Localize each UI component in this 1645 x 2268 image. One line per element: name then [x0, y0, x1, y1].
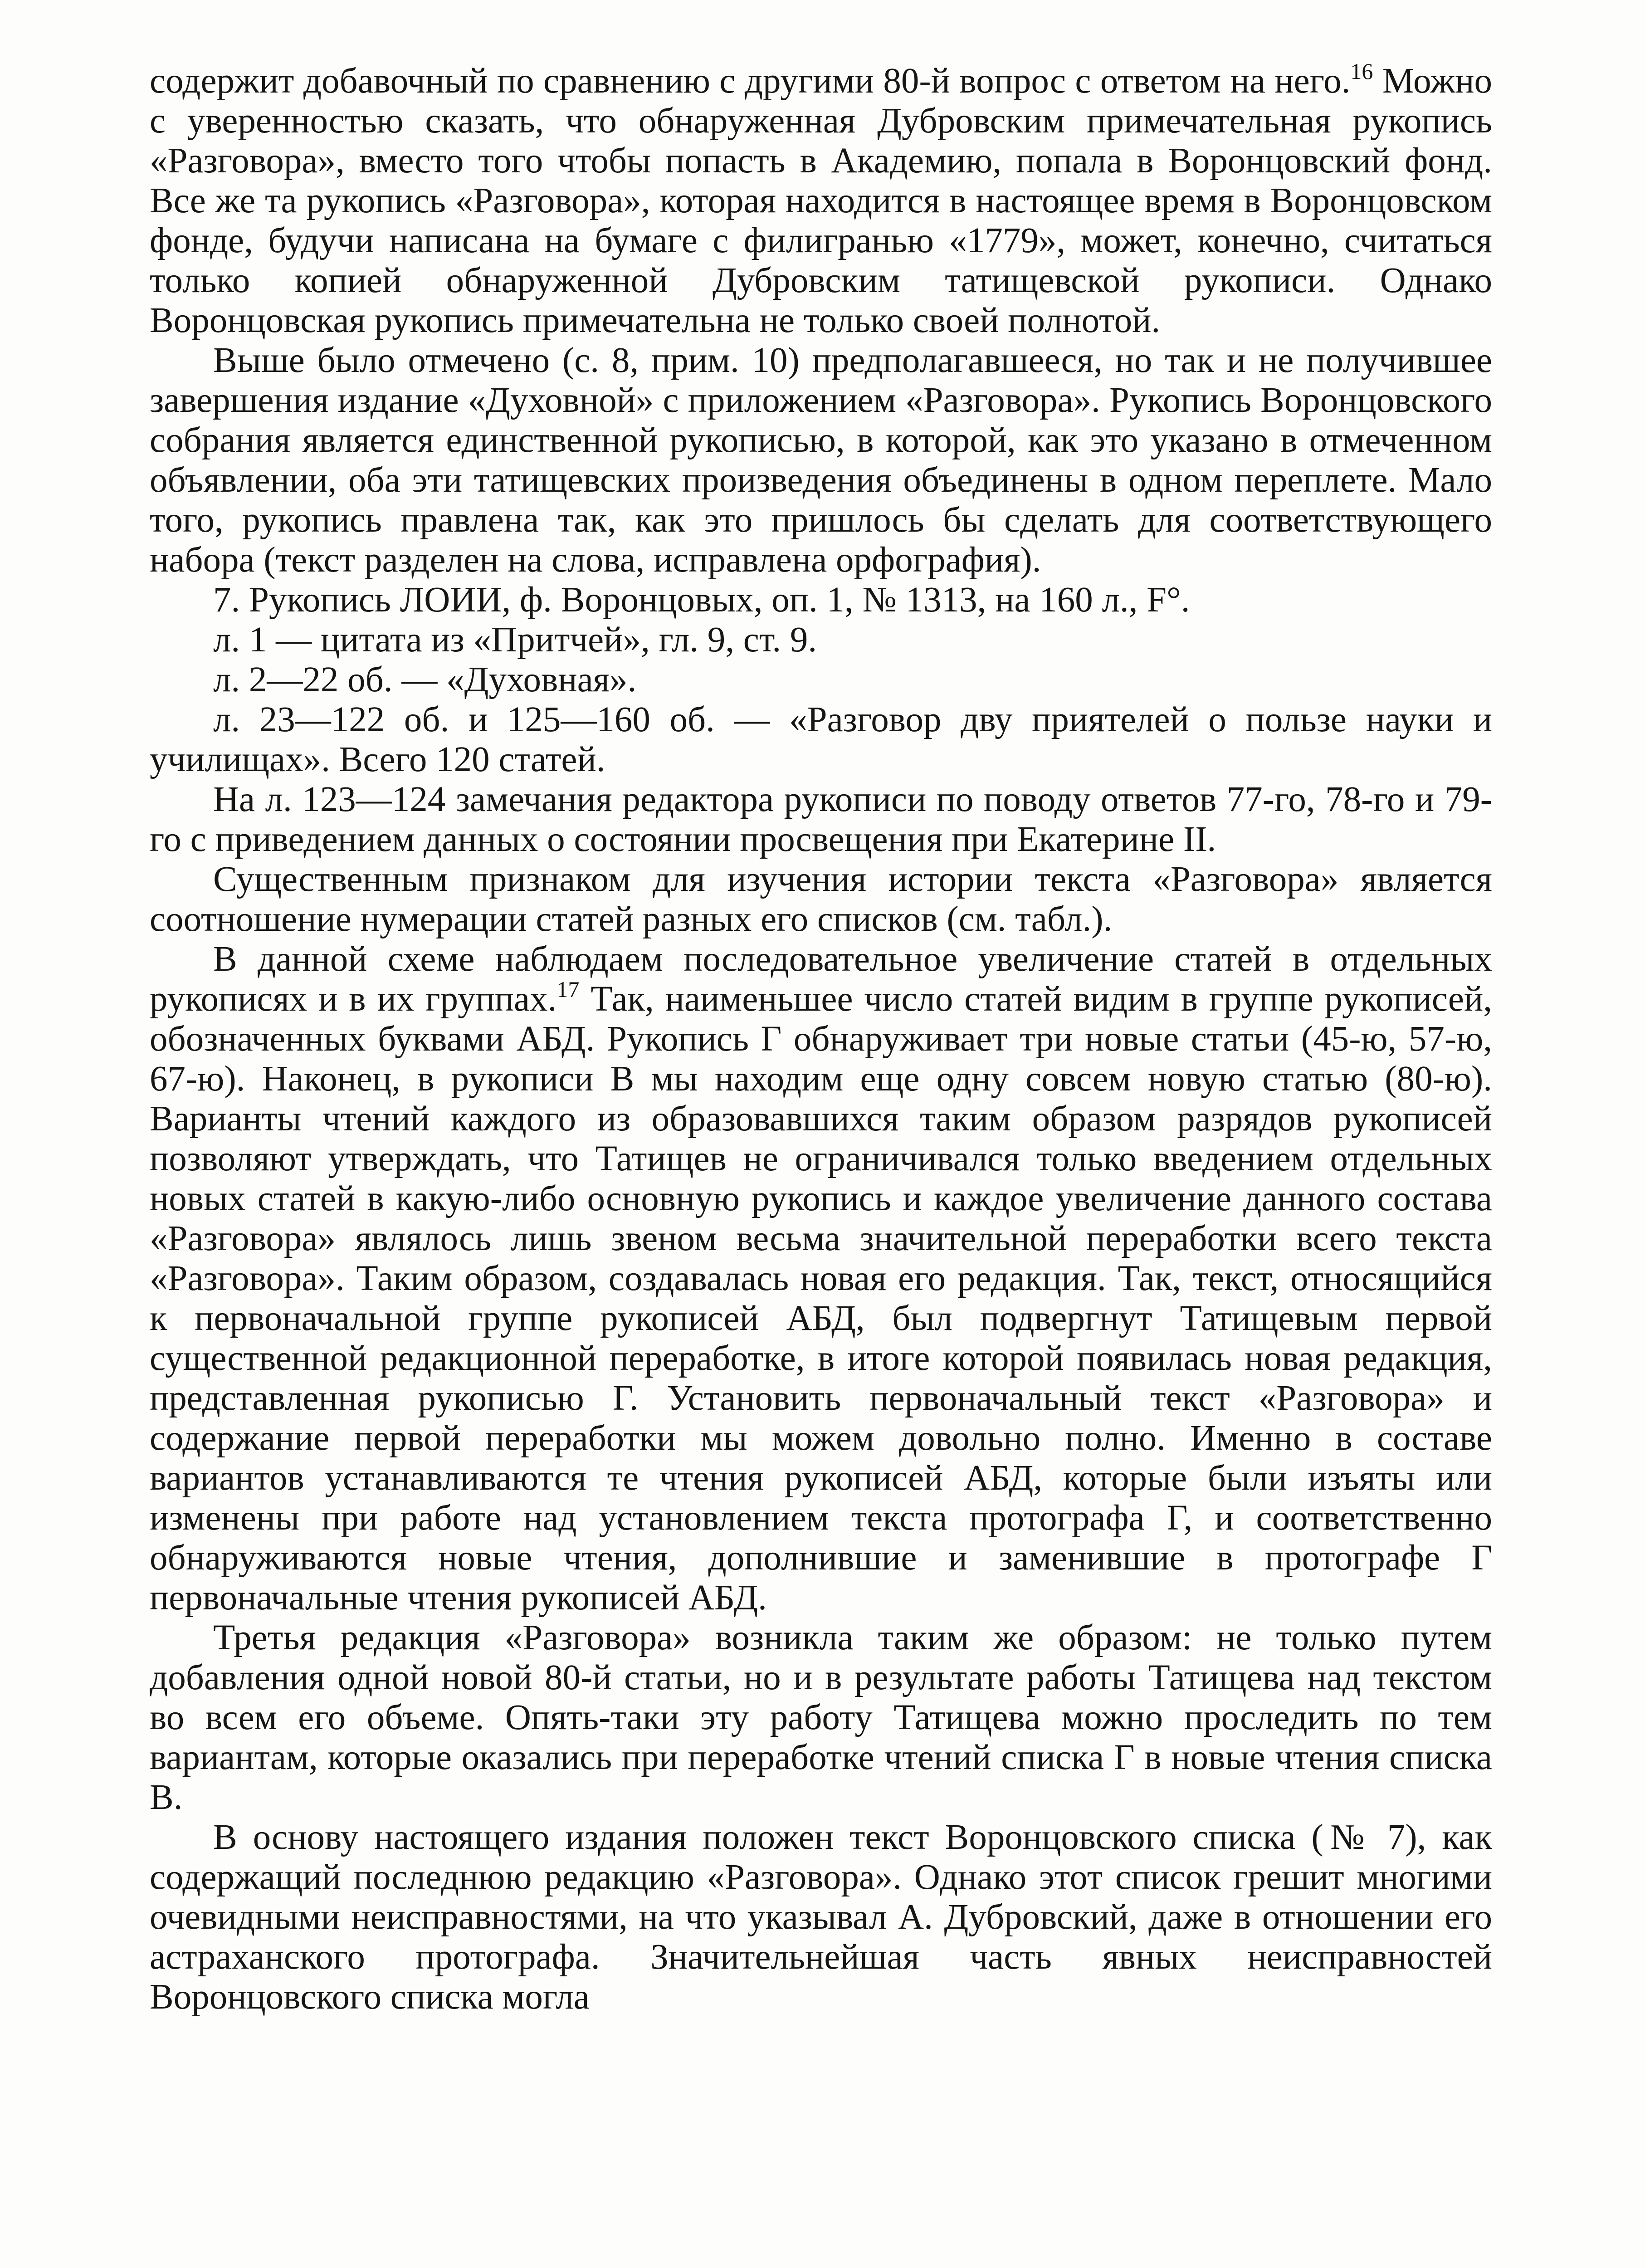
paragraph-scheme: В данной схеме наблюдаем последовательное увеличение статей в отдельных рукописях и в их группах.$^{17}$ Так, наименьшее число статей видим в группе рукописей, обозначенных буквами АБД. Рукопись Г обнаруживает три новые статьи (45-ю, 57-ю, 67-ю). Наконец, в рукописи В мы находим еще одну совсем новую статью (80-ю). Варианты чтений каждого из образовавшихся таким образом разрядов рукописей позволяют утверждать, что Татищев не ограничивался только введением отдельных новых статей в какую-либо основную рукопись и каждое увеличение данного состава «Разговора» являлось лишь звеном весьма значительной переработки всего текста «Разговора». Таким образом, создавалась новая его редакция. Так, текст, относящийся к первоначальной группе рукописей АБД, был подвергнут Татищевым первой существенной редакционной переработке, в итоге которой появилась новая редакция, представленная рукописью Г. Установить первоначальный текст «Разговора» и содержание первой переработки мы можем довольно полно. Именно в составе вариантов устанавливаются те чтения рукописей АБД, которые были изъяты или изменены при работе над установлением текста протографа Г, и соответственно обнаруживаются новые чтения, дополнившие и заменившие в протографе Г первоначальные чтения рукописей АБД. — [150, 939, 1493, 1618]
paragraph-numbering: Существенным признаком для изучения истории текста «Разговора» является соотношение нумерации статей разных его списков (см. табл.). — [150, 860, 1492, 939]
manuscript-leaf-3: л. 23—122 об. и 125—160 об. — «Разговор дву приятелей о пользе науки и училищах». Всего 120 статей. — [150, 700, 1492, 779]
body-text — [150, 61, 1492, 2017]
paragraph-third-redaction: Третья редакция «Разговора» возникла таким же образом: не только путем добавления одной новой 80-й статьи, но и в результате работы Татищева над текстом во всем его объеме. Опять-таки эту работу Татищева можно проследить по тем вариантам, которые оказались при переработке чтений списка Г в новые чтения списка В. — [150, 1618, 1492, 1817]
footnote-ref-17: 17 — [556, 977, 580, 1002]
footnote-ref-16: 16 — [1350, 59, 1373, 84]
paragraph-editor-notes: На л. 123—124 замечания редактора рукописи по поводу ответов 77-го, 78-го и 79-го с приведением данных о состоянии просвещения при Екатерине II. — [150, 780, 1492, 859]
paragraph-edition-basis: В основу настоящего издания положен текст Воронцовского списка (№ 7), как содержащий последнюю редакцию «Разговора». Однако этот список грешит многими очевидными неисправностями, на что указывал А. Дубровский, даже в отношении его астраханского протографа. Значительнейшая часть явных неисправностей Воронцовского списка могла — [150, 1818, 1492, 2017]
manuscript-leaf-2: л. 2—22 об. — «Духовная». — [213, 660, 637, 699]
manuscript-entry-heading: 7. Рукопись ЛОИИ, ф. Воронцовых, оп. 1, № 1313, на 160 л., F°. — [213, 580, 1190, 620]
paragraph-2: Выше было отмечено (с. 8, прим. 10) предполагавшееся, но так и не получившее завершения издание «Духовной» с приложением «Разговора». Рукопись Воронцовского собрания является единственной рукописью, в которой, как это указано в отмеченном объявлении, оба эти татищевских произведения объединены в одном переплете. Мало того, рукопись правлена так, как это пришлось бы сделать для соответствующего набора (текст разделен на слова, исправлена орфография). — [150, 341, 1492, 580]
paragraph-1: содержит добавочный по сравнению с другими 80-й вопрос с ответом на него.$^{16}$ Можно с уверенностью сказать, что обнаруженная Дубровским примечательная рукопись «Разговора», вместо того чтобы попасть в Академию, попала в Воронцовский фонд. Все же та рукопись «Разговора», которая находится в настоящее время в Воронцовском фонде, будучи написана на бумаге с филигранью «1779», может, конечно, считаться только копией обнаруженной Дубровским татищевской рукописи. Однако Воронцовская рукопись примечательна не только своей полнотой. — [150, 59, 1492, 340]
manuscript-leaf-1: л. 1 — цитата из «Притчей», гл. 9, ст. 9. — [213, 620, 817, 660]
